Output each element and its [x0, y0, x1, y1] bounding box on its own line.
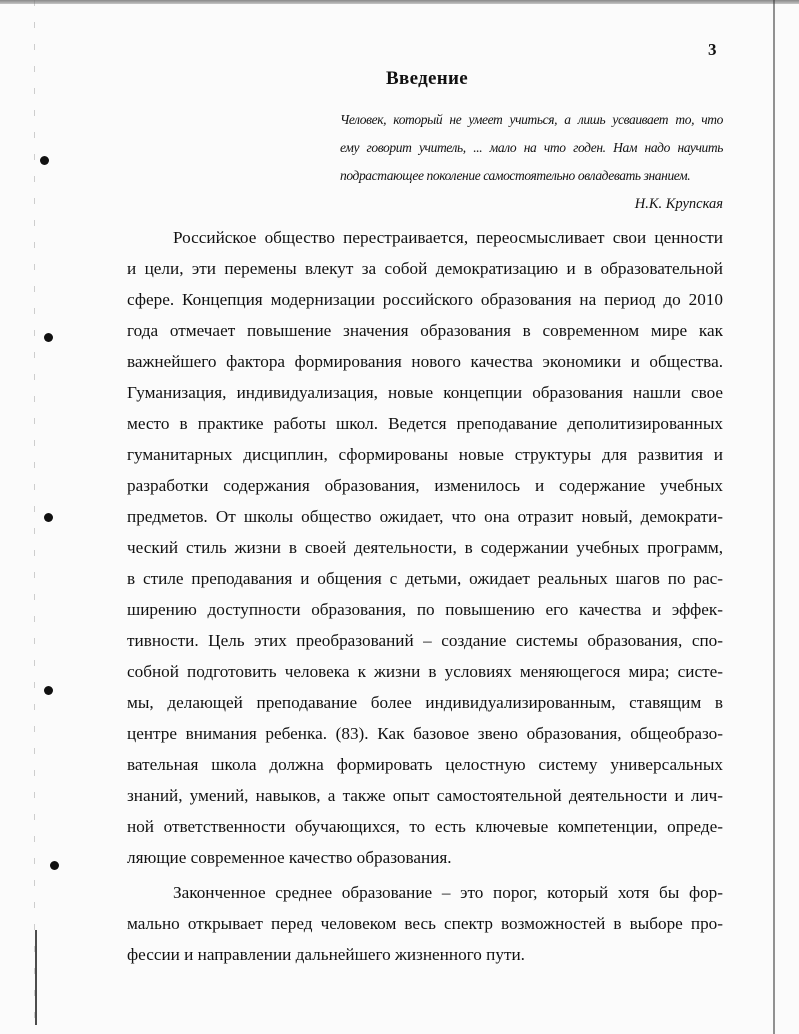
scan-left-edge-mark — [35, 930, 37, 1025]
paragraph-line: гуманитарных дисциплин, сформированы новые структуры для развития и — [127, 445, 723, 464]
paragraph-line: разработки содержания образования, изменилось и содержание учебных — [127, 476, 723, 495]
epigraph-author: Н.К. Крупская — [634, 196, 723, 212]
paragraph-line: знаний, умений, навыков, а также опыт самостоятельной деятельности и лич- — [127, 786, 723, 805]
paragraph-line: Законченное среднее образование – это порог, который хотя бы фор- — [173, 883, 723, 902]
paragraph-line: фессии и направлении дальнейшего жизненного пути. — [127, 945, 525, 964]
paragraph-line: вательная школа должна формировать целостную систему универсальных — [127, 755, 723, 774]
paragraph-line: ческий стиль жизни в своей деятельности, в содержании учебных программ, — [127, 538, 723, 557]
paragraph-line: собной подготовить человека к жизни в условиях меняющегося мира; систе- — [127, 662, 723, 681]
body-text — [127, 222, 723, 970]
scan-top-edge — [0, 0, 799, 4]
paragraph-line: ляющие современное качество образования. — [127, 848, 452, 867]
paragraph-line: в стиле преподавания и общения с детьми, ожидает реальных шагов по рас- — [127, 569, 723, 588]
paragraph-line: предметов. От школы общество ожидает, что она отразит новый, демократи- — [127, 507, 723, 526]
paragraph-line: мы, делающей преподавание более индивидуализированным, ставящим в — [127, 693, 723, 712]
paragraph-line: ширению доступности образования, по повышению его качества и эффек- — [127, 600, 723, 619]
punch-hole-mark — [44, 513, 53, 522]
epigraph-line: подрастающее поколение самостоятельно овладевать знанием. — [340, 168, 691, 183]
punch-hole-mark — [50, 861, 59, 870]
epigraph — [340, 108, 723, 220]
paragraph-line: сфере. Концепция модернизации российского образования на период до 2010 — [127, 290, 723, 309]
paragraph-line: Гуманизация, индивидуализация, новые концепции образования нашли свое — [127, 383, 723, 402]
scan-left-edge — [34, 0, 35, 1034]
paragraph-line: центре внимания ребенка. (83). Как базовое звено образования, общеобразо- — [127, 724, 723, 743]
paragraph-line: тивности. Цель этих преобразований – создание системы образования, спо- — [127, 631, 723, 650]
page-title: Введение — [386, 68, 468, 89]
paragraph-line: и цели, эти перемены влекут за собой демократизацию и в образовательной — [127, 259, 723, 278]
paragraph-line: важнейшего фактора формирования нового качества экономики и общества. — [127, 352, 723, 371]
paragraph-line: место в практике работы школ. Ведется преподавание деполитизированных — [127, 414, 723, 433]
epigraph-line: Человек, который не умеет учиться, а лишь усваивает то, что — [340, 112, 723, 127]
epigraph-line: ему говорит учитель, ... мало на что годен. Нам надо научить — [340, 140, 723, 155]
punch-hole-mark — [44, 333, 53, 342]
scan-right-edge — [773, 0, 775, 1034]
punch-hole-mark — [44, 686, 53, 695]
paragraph-line: ной ответственности обучающихся, то есть ключевые компетенции, опреде- — [127, 817, 723, 836]
paragraph-line: года отмечает повышение значения образования в современном мире как — [127, 321, 723, 340]
paragraph-line: мально открывает перед человеком весь спектр возможностей в выборе про- — [127, 914, 723, 933]
punch-hole-mark — [40, 156, 49, 165]
page-number: 3 — [708, 40, 717, 59]
paragraph-line: Российское общество перестраивается, переосмысливает свои ценности — [173, 228, 723, 247]
